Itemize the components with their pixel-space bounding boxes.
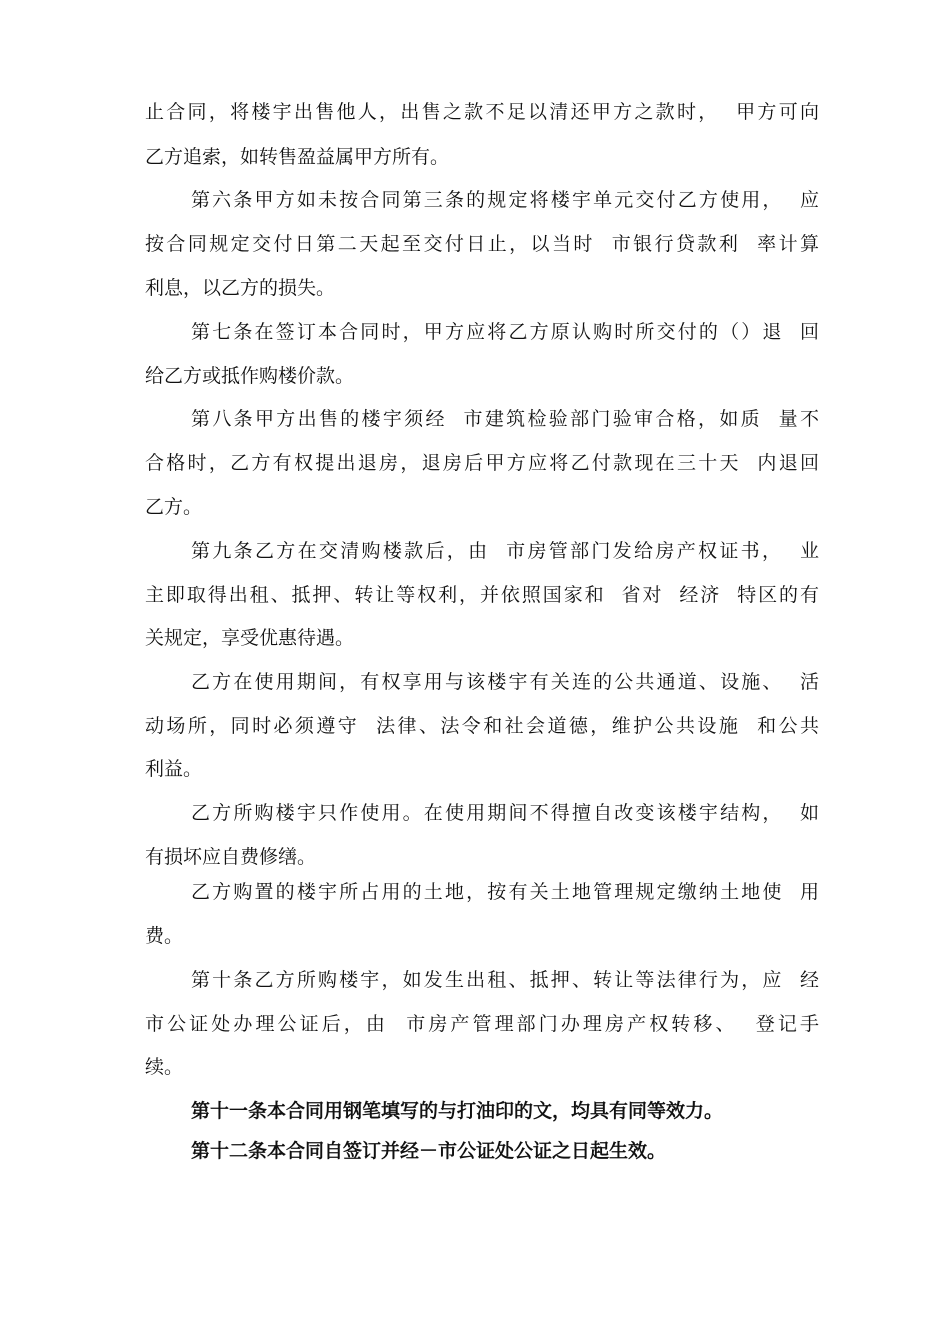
- text-line-bold: 第十一条本合同用钢笔填写的与打油印的文，均具有同等效力。: [191, 1100, 724, 1122]
- text-line: 止合同，将楼宇出售他人，出售之款不足以清还甲方之款时， 甲方可向: [145, 101, 819, 123]
- text-line: 动场所，同时必须遵守 法律、法令和社会道德，维护公共设施 和公共: [145, 715, 819, 737]
- text-line: 乙方购置的楼宇所占用的土地，按有关土地管理规定缴纳土地使 用: [191, 881, 819, 903]
- text-line: 第六条甲方如未按合同第三条的规定将楼宇单元交付乙方使用， 应: [191, 189, 819, 211]
- text-line: 乙方追索，如转售盈益属甲方所有。: [145, 146, 450, 168]
- text-line: 第七条在签订本合同时，甲方应将乙方原认购时所交付的（）退 回: [191, 321, 819, 343]
- text-line-bold: 第十二条本合同自签订并经－市公证处公证之日起生效。: [191, 1140, 667, 1162]
- text-line: 第九条乙方在交清购楼款后，由 市房管部门发给房产权证书， 业: [191, 540, 819, 562]
- text-line: 费。: [145, 925, 184, 947]
- text-line: 市公证处办理公证后，由 市房产管理部门办理房产权转移、 登记手: [145, 1013, 819, 1035]
- text-line: 按合同规定交付日第二天起至交付日止，以当时 市银行贷款利 率计算: [145, 233, 819, 255]
- text-line: 主即取得出租、抵押、转让等权利，并依照国家和 省对 经济 特区的有: [145, 584, 819, 606]
- text-line: 给乙方或抵作购楼价款。: [145, 365, 355, 387]
- text-line: 关规定，享受优惠待遇。: [145, 627, 355, 649]
- text-line: 续。: [145, 1056, 184, 1078]
- text-line: 利息，以乙方的损失。: [145, 277, 336, 299]
- text-line: 合格时，乙方有权提出退房，退房后甲方应将乙付款现在三十天 内退回: [145, 452, 819, 474]
- text-line: 有损坏应自费修缮。: [145, 846, 317, 868]
- text-line: 乙方。: [145, 496, 203, 518]
- text-line: 乙方所购楼宇只作使用。在使用期间不得擅自改变该楼宇结构， 如: [191, 802, 819, 824]
- text-line: 乙方在使用期间，有权享用与该楼宇有关连的公共通道、设施、 活: [191, 671, 819, 693]
- text-line: 利益。: [145, 758, 203, 780]
- text-line: 第十条乙方所购楼宇，如发生出租、抵押、转让等法律行为，应 经: [191, 969, 819, 991]
- text-line: 第八条甲方出售的楼宇须经 市建筑检验部门验审合格，如质 量不: [191, 408, 819, 430]
